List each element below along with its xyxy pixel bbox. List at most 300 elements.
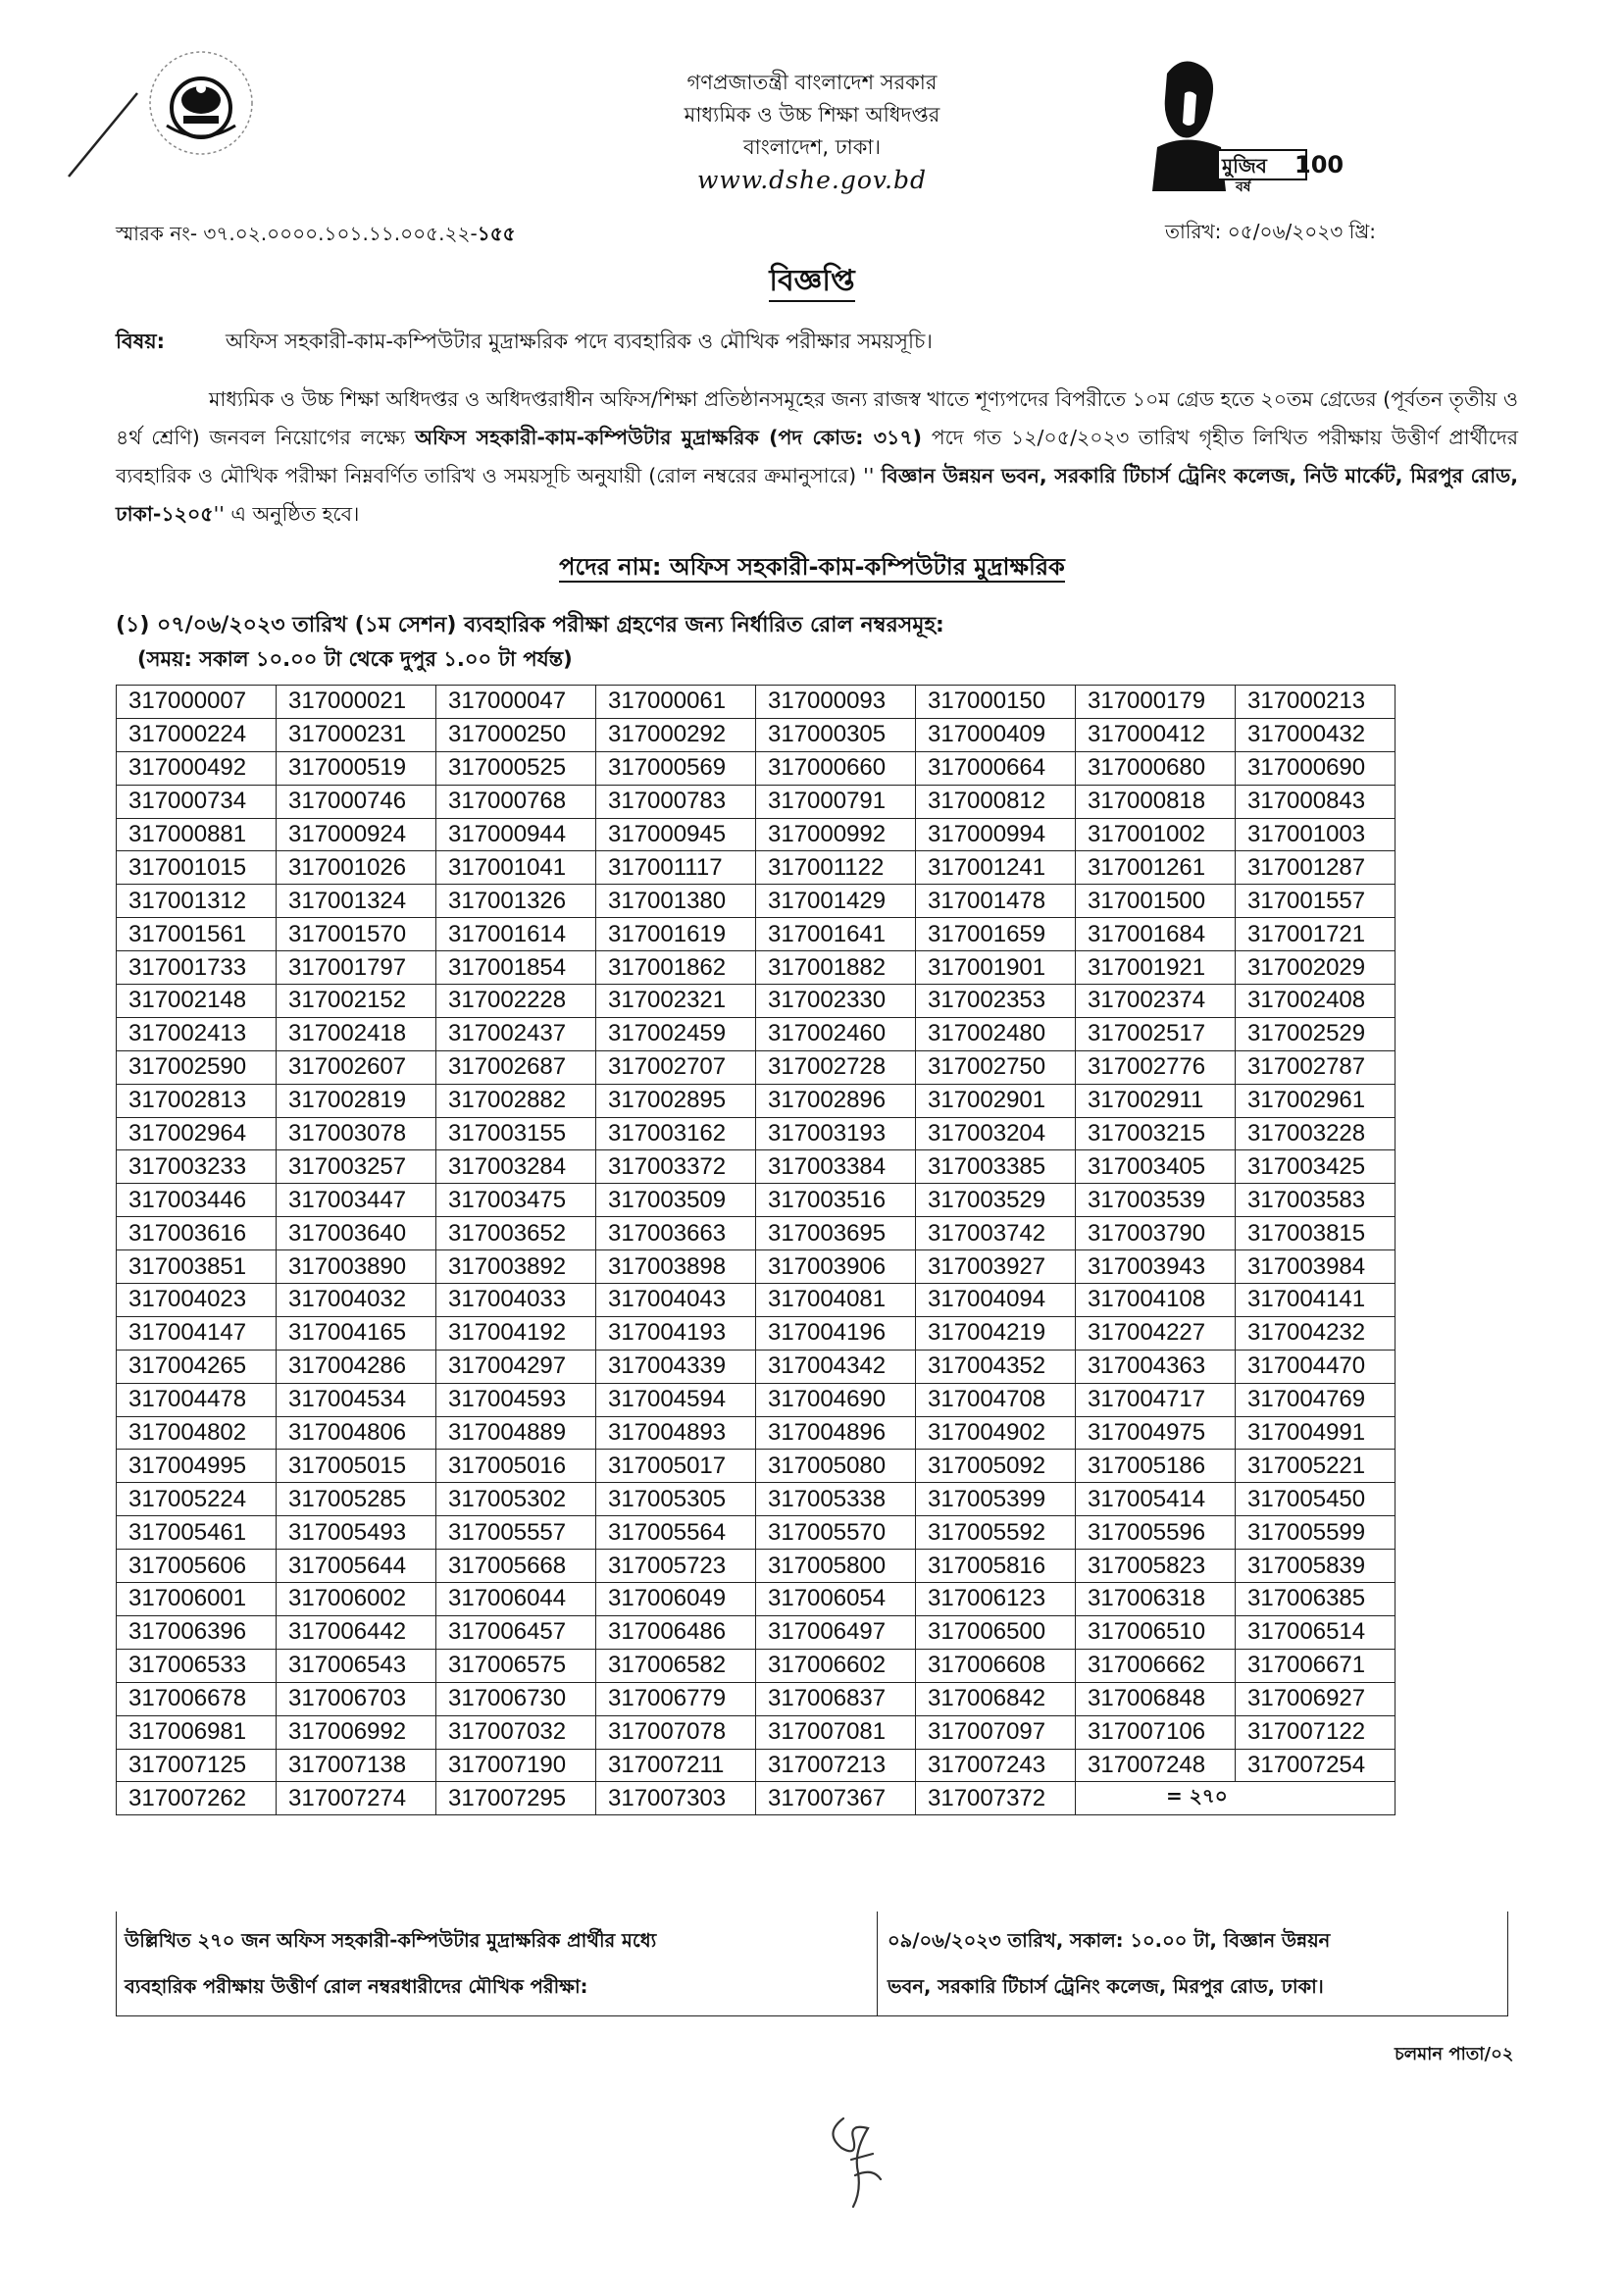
roll-number-cell: 317006510	[1076, 1615, 1236, 1649]
roll-number-cell: 317005668	[436, 1550, 596, 1583]
roll-number-cell: 317006318	[1076, 1583, 1236, 1616]
viva-info-left-line2: ব্যবহারিক পরীক্ষায় উত্তীর্ণ রোল নম্বরধারীদের মৌখিক পরীক্ষা:	[125, 1975, 588, 1998]
viva-info-box	[116, 1912, 1508, 2016]
roll-number-cell: 317000021	[277, 686, 436, 719]
roll-number-cell: 317001862	[596, 951, 756, 985]
roll-number-cell: 317003892	[436, 1250, 596, 1284]
roll-number-cell: 317003984	[1236, 1250, 1396, 1284]
roll-number-cell: 317005305	[596, 1483, 756, 1516]
roll-number-cell: 317003927	[916, 1250, 1076, 1284]
roll-number-cell: 317004594	[596, 1383, 756, 1416]
roll-number-cell: 317006457	[436, 1615, 596, 1649]
roll-number-cell: 317000734	[117, 785, 277, 818]
table-row	[117, 1150, 1396, 1184]
roll-number-cell: 317000093	[756, 686, 916, 719]
roll-number-cell: 317005338	[756, 1483, 916, 1516]
roll-number-cell: 317005723	[596, 1550, 756, 1583]
roll-number-cell: 317000746	[277, 785, 436, 818]
roll-number-cell: 317001733	[117, 951, 277, 985]
roll-number-cell: 317005414	[1076, 1483, 1236, 1516]
table-row	[117, 718, 1396, 751]
table-row	[117, 1050, 1396, 1084]
session-time: (সময়: সকাল ১০.০০ টা থেকে দুপুর ১.০০ টা পর্যন্ত)	[137, 647, 573, 671]
roll-number-cell: 317001684	[1076, 918, 1236, 951]
table-row	[117, 1184, 1396, 1217]
roll-number-cell: 317003516	[756, 1184, 916, 1217]
subject-row	[116, 326, 933, 360]
roll-number-cell: 317003475	[436, 1184, 596, 1217]
table-row	[117, 1682, 1396, 1715]
roll-number-cell: 317002148	[117, 985, 277, 1018]
roll-number-cell: 317004192	[436, 1316, 596, 1350]
roll-number-cell: 317002590	[117, 1050, 277, 1084]
roll-number-cell: 317004339	[596, 1350, 756, 1383]
roll-number-cell: 317000231	[277, 718, 436, 751]
roll-number-cell: 317006582	[596, 1649, 756, 1682]
body-text-2: পদে গত ১২/০৫/২০২৩ তারিখ গৃহীত লিখিত পরীক্ষায় উত্তীর্ণ প্রার্থীদের ব্যবহারিক ও মৌখিক পরীক্ষা নিম্নবর্ণিত তারিখ ও সময়সূচি অনুযায়ী (রোল নম্বরের ক্রমানুসারে) ''	[116, 426, 1518, 487]
roll-number-cell: 317002707	[596, 1050, 756, 1084]
roll-number-cell: 317006514	[1236, 1615, 1396, 1649]
roll-number-cell: 317004193	[596, 1316, 756, 1350]
roll-number-cell: 317007295	[436, 1782, 596, 1815]
roll-number-cell: 317004297	[436, 1350, 596, 1383]
svg-text:100: 100	[1294, 151, 1345, 178]
svg-text:বর্ষ: বর্ষ	[1236, 179, 1251, 195]
roll-number-cell: 317000812	[916, 785, 1076, 818]
table-row	[117, 1350, 1396, 1383]
table-row	[117, 1084, 1396, 1117]
roll-number-cell: 317003257	[277, 1150, 436, 1184]
roll-number-cell: 317006981	[117, 1715, 277, 1749]
table-row	[117, 1117, 1396, 1150]
table-row	[117, 1615, 1396, 1649]
department-name: মাধ্যমিক ও উচ্চ শিক্ষা অধিদপ্তর	[684, 103, 940, 127]
roll-number-cell: 317002813	[117, 1084, 277, 1117]
roll-number-cell: 317005644	[277, 1550, 436, 1583]
roll-number-cell: 317007097	[916, 1715, 1076, 1749]
roll-number-cell: 317003155	[436, 1117, 596, 1150]
roll-number-cell: 317004342	[756, 1350, 916, 1383]
roll-number-cell: 317007125	[117, 1749, 277, 1782]
roll-number-cell: 317006500	[916, 1615, 1076, 1649]
roll-number-cell: 317003385	[916, 1150, 1076, 1184]
roll-number-cell: 317001312	[117, 885, 277, 918]
roll-number-cell: 317007138	[277, 1749, 436, 1782]
roll-number-cell: 317005800	[756, 1550, 916, 1583]
table-row	[117, 1250, 1396, 1284]
roll-number-cell: 317004769	[1236, 1383, 1396, 1416]
roll-number-cell: 317002776	[1076, 1050, 1236, 1084]
roll-number-cell: 317000945	[596, 818, 756, 851]
roll-number-cell: 317006779	[596, 1682, 756, 1715]
session-line: (১) ০৭/০৬/২০২৩ তারিখ (১ম সেশন) ব্যবহারিক পরীক্ষা গ্রহণের জন্য নির্ধারিত রোল নম্বরসমূহ:	[116, 613, 944, 637]
roll-number-cell: 317001122	[756, 851, 916, 885]
roll-number-cell: 317002964	[117, 1117, 277, 1150]
roll-number-cell: 317005839	[1236, 1550, 1396, 1583]
roll-number-cell: 317004219	[916, 1316, 1076, 1350]
roll-number-cell: 317003509	[596, 1184, 756, 1217]
roll-number-cell: 317004094	[916, 1284, 1076, 1317]
roll-number-cell: 317003695	[756, 1217, 916, 1250]
roll-number-cell: 317004478	[117, 1383, 277, 1416]
roll-number-cell: 317007122	[1236, 1715, 1396, 1749]
roll-number-cell: 317003851	[117, 1250, 277, 1284]
table-row	[117, 951, 1396, 985]
roll-number-cell: 317001015	[117, 851, 277, 885]
table-row	[117, 1782, 1396, 1815]
roll-number-cell: 317004708	[916, 1383, 1076, 1416]
body-text-3: '' এ অনুষ্ঠিত হবে।	[213, 502, 360, 526]
roll-number-cell: 317006678	[117, 1682, 277, 1715]
roll-number-cell: 317003790	[1076, 1217, 1236, 1250]
notice-date: তারিখ: ০৫/০৬/২০২৩ খ্রি:	[1165, 220, 1376, 243]
table-row	[117, 918, 1396, 951]
table-row	[117, 1017, 1396, 1050]
table-row	[117, 1715, 1396, 1749]
roll-number-cell: 317003204	[916, 1117, 1076, 1150]
roll-number-cell: 317004196	[756, 1316, 916, 1350]
roll-number-cell: 317005080	[756, 1450, 916, 1483]
roll-number-cell: 317003447	[277, 1184, 436, 1217]
roll-number-cell: 317004806	[277, 1416, 436, 1450]
roll-number-cell: 317003384	[756, 1150, 916, 1184]
roll-number-cell: 317004363	[1076, 1350, 1236, 1383]
roll-number-cell: 317005450	[1236, 1483, 1396, 1516]
body-paragraph	[116, 381, 1518, 534]
roll-number-cell: 317001002	[1076, 818, 1236, 851]
roll-number-cell: 317004141	[1236, 1284, 1396, 1317]
roll-number-cell: 317001380	[596, 885, 756, 918]
table-row	[117, 851, 1396, 885]
roll-number-cell: 317001324	[277, 885, 436, 918]
roll-number-cell: 317005606	[117, 1550, 277, 1583]
roll-number-cell: 317006575	[436, 1649, 596, 1682]
roll-number-cell: 317002029	[1236, 951, 1396, 985]
roll-number-cell: 317001619	[596, 918, 756, 951]
roll-number-cell: 317004690	[756, 1383, 916, 1416]
roll-number-cell: 317004165	[277, 1316, 436, 1350]
roll-number-cell: 317004802	[117, 1416, 277, 1450]
roll-number-cell: 317001003	[1236, 818, 1396, 851]
roll-number-cell: 317003640	[277, 1217, 436, 1250]
roll-number-cell: 317003943	[1076, 1250, 1236, 1284]
roll-number-cell: 317002437	[436, 1017, 596, 1050]
roll-number-cell: 317004902	[916, 1416, 1076, 1450]
roll-number-cell: 317000224	[117, 718, 277, 751]
roll-number-cell: 317003215	[1076, 1117, 1236, 1150]
roll-number-cell: 317003284	[436, 1150, 596, 1184]
roll-number-cell: 317004893	[596, 1416, 756, 1450]
roll-number-cell: 317006927	[1236, 1682, 1396, 1715]
roll-number-cell: 317002413	[117, 1017, 277, 1050]
roll-number-cell: 317005399	[916, 1483, 1076, 1516]
notice-title-text: বিজ্ঞপ্তি	[769, 264, 854, 302]
roll-number-cell: 317004593	[436, 1383, 596, 1416]
roll-number-cell: 317007078	[596, 1715, 756, 1749]
roll-number-cell: 317004232	[1236, 1316, 1396, 1350]
roll-number-cell: 317007254	[1236, 1749, 1396, 1782]
subject-label: বিষয়:	[116, 330, 166, 353]
roll-number-cell: 317002152	[277, 985, 436, 1018]
roll-number-cell: 317001570	[277, 918, 436, 951]
roll-number-cell: 317005493	[277, 1516, 436, 1550]
roll-number-cell: 317001797	[277, 951, 436, 985]
memo-number-value: ৩৭.০২.০০০০.১০১.১১.০০৫.২২-	[203, 222, 478, 245]
roll-number-cell: 317005557	[436, 1516, 596, 1550]
roll-number-cell: 317003539	[1076, 1184, 1236, 1217]
roll-number-cell: 317003405	[1076, 1150, 1236, 1184]
roll-number-cell: 317002607	[277, 1050, 436, 1084]
table-row	[117, 1516, 1396, 1550]
roll-number-cell: 317000791	[756, 785, 916, 818]
roll-number-cell: 317000292	[596, 718, 756, 751]
roll-number-cell: 317000213	[1236, 686, 1396, 719]
roll-number-cell: 317007303	[596, 1782, 756, 1815]
roll-number-cell: 317001721	[1236, 918, 1396, 951]
table-row	[117, 1649, 1396, 1682]
table-row	[117, 686, 1396, 719]
roll-number-cell: 317004717	[1076, 1383, 1236, 1416]
table-row	[117, 818, 1396, 851]
roll-number-cell: 317004108	[1076, 1284, 1236, 1317]
roll-number-cell: 317006842	[916, 1682, 1076, 1715]
roll-number-cell: 317004896	[756, 1416, 916, 1450]
roll-number-cell: 317002330	[756, 985, 916, 1018]
roll-number-cell: 317001641	[756, 918, 916, 951]
roll-number-cell: 317002529	[1236, 1017, 1396, 1050]
roll-number-cell: 317007367	[756, 1782, 916, 1815]
continued-page-label: চলমান পাতা/০২	[1395, 2044, 1514, 2065]
roll-number-cell: 317003906	[756, 1250, 916, 1284]
venue-text: বিজ্ঞান উন্নয়ন ভবন, সরকারি টিচার্স ট্রেনিং কলেজ, নিউ মার্কেট, মিরপুর রোড, ঢাকা-১২০৫	[116, 464, 1519, 526]
roll-number-cell: 317001261	[1076, 851, 1236, 885]
roll-number-cell: 317000519	[277, 751, 436, 785]
roll-number-cell: 317003652	[436, 1217, 596, 1250]
table-row	[117, 785, 1396, 818]
roll-number-cell: 317005596	[1076, 1516, 1236, 1550]
roll-number-cell: 317006385	[1236, 1583, 1396, 1616]
roll-number-cell: 317001500	[1076, 885, 1236, 918]
roll-number-cell: 317004975	[1076, 1416, 1236, 1450]
roll-number-cell: 317003616	[117, 1217, 277, 1250]
website-link[interactable]: www.dshe.gov.bd	[696, 166, 928, 194]
memo-suffix: ১৫৫	[477, 222, 516, 245]
roll-table-body	[117, 686, 1396, 1815]
subject-text: অফিস সহকারী-কাম-কম্পিউটার মুদ্রাক্ষরিক পদে ব্যবহারিক ও মৌখিক পরীক্ষার সময়সূচি।	[226, 330, 933, 353]
roll-number-cell: 317000569	[596, 751, 756, 785]
table-row	[117, 1217, 1396, 1250]
roll-number-cell: 317000150	[916, 686, 1076, 719]
roll-number-cell: 317000843	[1236, 785, 1396, 818]
roll-number-cell: 317002517	[1076, 1017, 1236, 1050]
roll-number-cell: 317002882	[436, 1084, 596, 1117]
roll-number-cell: 317006608	[916, 1649, 1076, 1682]
roll-number-cell: 317003529	[916, 1184, 1076, 1217]
roll-number-cell: 317004227	[1076, 1316, 1236, 1350]
roll-number-cell: 317003742	[916, 1217, 1076, 1250]
roll-number-cell: 317006049	[596, 1583, 756, 1616]
roll-number-cell: 317006837	[756, 1682, 916, 1715]
roll-number-cell: 317002374	[1076, 985, 1236, 1018]
roll-number-cell: 317006002	[277, 1583, 436, 1616]
roll-number-cell: 317004043	[596, 1284, 756, 1317]
roll-number-cell: 317003193	[756, 1117, 916, 1150]
roll-number-cell: 317002728	[756, 1050, 916, 1084]
roll-number-cell: 317001557	[1236, 885, 1396, 918]
roll-number-cell: 317003233	[117, 1150, 277, 1184]
roll-number-cell: 317000924	[277, 818, 436, 851]
roll-number-cell: 317006497	[756, 1615, 916, 1649]
roll-number-cell: 317005570	[756, 1516, 916, 1550]
roll-number-cell: 317000992	[756, 818, 916, 851]
roll-number-cell: 317007274	[277, 1782, 436, 1815]
roll-number-cell: 317000061	[596, 686, 756, 719]
roll-number-cell: 317004534	[277, 1383, 436, 1416]
roll-number-cell: 317004033	[436, 1284, 596, 1317]
roll-number-cell: 317002353	[916, 985, 1076, 1018]
roll-number-cell: 317001326	[436, 885, 596, 918]
roll-number-cell: 317006992	[277, 1715, 436, 1749]
roll-number-cell: 317001026	[277, 851, 436, 885]
roll-number-cell: 317007211	[596, 1749, 756, 1782]
table-row	[117, 1450, 1396, 1483]
roll-number-cell: 317002901	[916, 1084, 1076, 1117]
roll-number-cell: 317000007	[117, 686, 277, 719]
roll-number-cell: 317000412	[1076, 718, 1236, 751]
roll-number-cell: 317004352	[916, 1350, 1076, 1383]
roll-number-table	[116, 685, 1396, 1815]
table-row	[117, 1583, 1396, 1616]
viva-info-left	[117, 1912, 878, 2015]
roll-number-cell: 317004889	[436, 1416, 596, 1450]
roll-number-cell: 317002787	[1236, 1050, 1396, 1084]
roll-number-cell: 317000680	[1076, 751, 1236, 785]
table-row	[117, 1749, 1396, 1782]
roll-number-cell: 317002819	[277, 1084, 436, 1117]
table-row	[117, 885, 1396, 918]
roll-number-cell: 317006001	[117, 1583, 277, 1616]
roll-number-cell: 317005186	[1076, 1450, 1236, 1483]
roll-number-cell: 317006396	[117, 1615, 277, 1649]
roll-number-cell: 317005592	[916, 1516, 1076, 1550]
table-row	[117, 985, 1396, 1018]
roll-number-cell: 317004147	[117, 1316, 277, 1350]
roll-number-cell: 317005221	[1236, 1450, 1396, 1483]
roll-number-cell: 317003162	[596, 1117, 756, 1150]
roll-number-cell: 317000664	[916, 751, 1076, 785]
roll-number-cell: 317006730	[436, 1682, 596, 1715]
roll-number-cell: 317007081	[756, 1715, 916, 1749]
roll-number-cell: 317003583	[1236, 1184, 1396, 1217]
roll-number-cell: 317000660	[756, 751, 916, 785]
roll-number-cell: 317003078	[277, 1117, 436, 1150]
roll-number-cell: 317002460	[756, 1017, 916, 1050]
table-row	[117, 751, 1396, 785]
roll-number-cell: 317002418	[277, 1017, 436, 1050]
roll-number-cell: 317001882	[756, 951, 916, 985]
roll-number-cell: 317003663	[596, 1217, 756, 1250]
roll-number-cell: 317002321	[596, 985, 756, 1018]
table-row	[117, 1284, 1396, 1317]
roll-number-cell: 317001241	[916, 851, 1076, 885]
roll-number-cell: 317005823	[1076, 1550, 1236, 1583]
roll-number-cell: 317002911	[1076, 1084, 1236, 1117]
roll-number-cell: 317007262	[117, 1782, 277, 1815]
roll-number-cell: 317006602	[756, 1649, 916, 1682]
roll-number-cell: 317004286	[277, 1350, 436, 1383]
mujib-borsho-logo-icon	[1128, 54, 1393, 196]
roll-number-cell: 317002750	[916, 1050, 1076, 1084]
roll-number-cell: 317003446	[117, 1184, 277, 1217]
roll-number-cell: 317006486	[596, 1615, 756, 1649]
roll-number-cell: 317006848	[1076, 1682, 1236, 1715]
govt-name: গণপ্রজাতন্ত্রী বাংলাদেশ সরকার	[686, 71, 938, 94]
roll-number-cell: 317007213	[756, 1749, 916, 1782]
roll-number-cell: 317005224	[117, 1483, 277, 1516]
roll-number-cell: 317000250	[436, 718, 596, 751]
roll-number-cell: 317006054	[756, 1583, 916, 1616]
roll-number-cell: 317000768	[436, 785, 596, 818]
roll-number-cell: 317006044	[436, 1583, 596, 1616]
roll-number-cell: 317007248	[1076, 1749, 1236, 1782]
roll-number-cell: 317004023	[117, 1284, 277, 1317]
roll-number-cell: 317000179	[1076, 686, 1236, 719]
roll-number-cell: 317006703	[277, 1682, 436, 1715]
roll-number-cell: 317005092	[916, 1450, 1076, 1483]
memo-number	[116, 220, 516, 252]
roll-number-cell: 317002895	[596, 1084, 756, 1117]
roll-number-cell: 317005302	[436, 1483, 596, 1516]
roll-number-cell: 317002408	[1236, 985, 1396, 1018]
roll-number-cell: 317003815	[1236, 1217, 1396, 1250]
roll-number-cell: 317000690	[1236, 751, 1396, 785]
roll-number-cell: 317004081	[756, 1284, 916, 1317]
roll-number-cell: 317004991	[1236, 1416, 1396, 1450]
roll-number-cell: 317001659	[916, 918, 1076, 951]
signature-icon	[814, 2099, 902, 2217]
roll-number-cell: 317007106	[1076, 1715, 1236, 1749]
roll-number-cell: 317005017	[596, 1450, 756, 1483]
roll-number-cell: 317007032	[436, 1715, 596, 1749]
roll-number-cell: 317003898	[596, 1250, 756, 1284]
roll-number-cell: 317000783	[596, 785, 756, 818]
table-row	[117, 1483, 1396, 1516]
roll-number-cell: 317002459	[596, 1017, 756, 1050]
roll-number-cell: 317002896	[756, 1084, 916, 1117]
roll-number-cell: 317001117	[596, 851, 756, 885]
roll-number-cell: 317003425	[1236, 1150, 1396, 1184]
roll-number-cell: 317000305	[756, 718, 916, 751]
svg-text:মুজিব: মুজিব	[1222, 154, 1267, 178]
roll-number-cell: 317001478	[916, 885, 1076, 918]
roll-number-cell: 317005564	[596, 1516, 756, 1550]
viva-info-right-line2: ভবন, সরকারি টিচার্স ট্রেনিং কলেজ, মিরপুর রোড, ঢাকা।	[888, 1975, 1324, 1998]
notice-title	[0, 257, 1624, 307]
roll-number-cell: 317002961	[1236, 1084, 1396, 1117]
roll-number-cell: 317006671	[1236, 1649, 1396, 1682]
roll-number-cell: 317007372	[916, 1782, 1076, 1815]
roll-number-cell: 317001921	[1076, 951, 1236, 985]
viva-info-left-line1: উল্লিখিত ২৭০ জন অফিস সহকারী-কম্পিউটার মুদ্রাক্ষরিক প্রার্থীর মধ্যে	[125, 1929, 657, 1952]
roll-number-cell: 317001287	[1236, 851, 1396, 885]
post-heading-text: পদের নাম: অফিস সহকারী-কাম-কম্পিউটার মুদ্রাক্ষরিক	[559, 553, 1065, 581]
roll-number-cell: 317006533	[117, 1649, 277, 1682]
post-heading	[0, 549, 1624, 588]
roll-number-cell: 317000525	[436, 751, 596, 785]
roll-number-cell: 317006123	[916, 1583, 1076, 1616]
roll-number-cell: 317007190	[436, 1749, 596, 1782]
roll-number-cell: 317003890	[277, 1250, 436, 1284]
